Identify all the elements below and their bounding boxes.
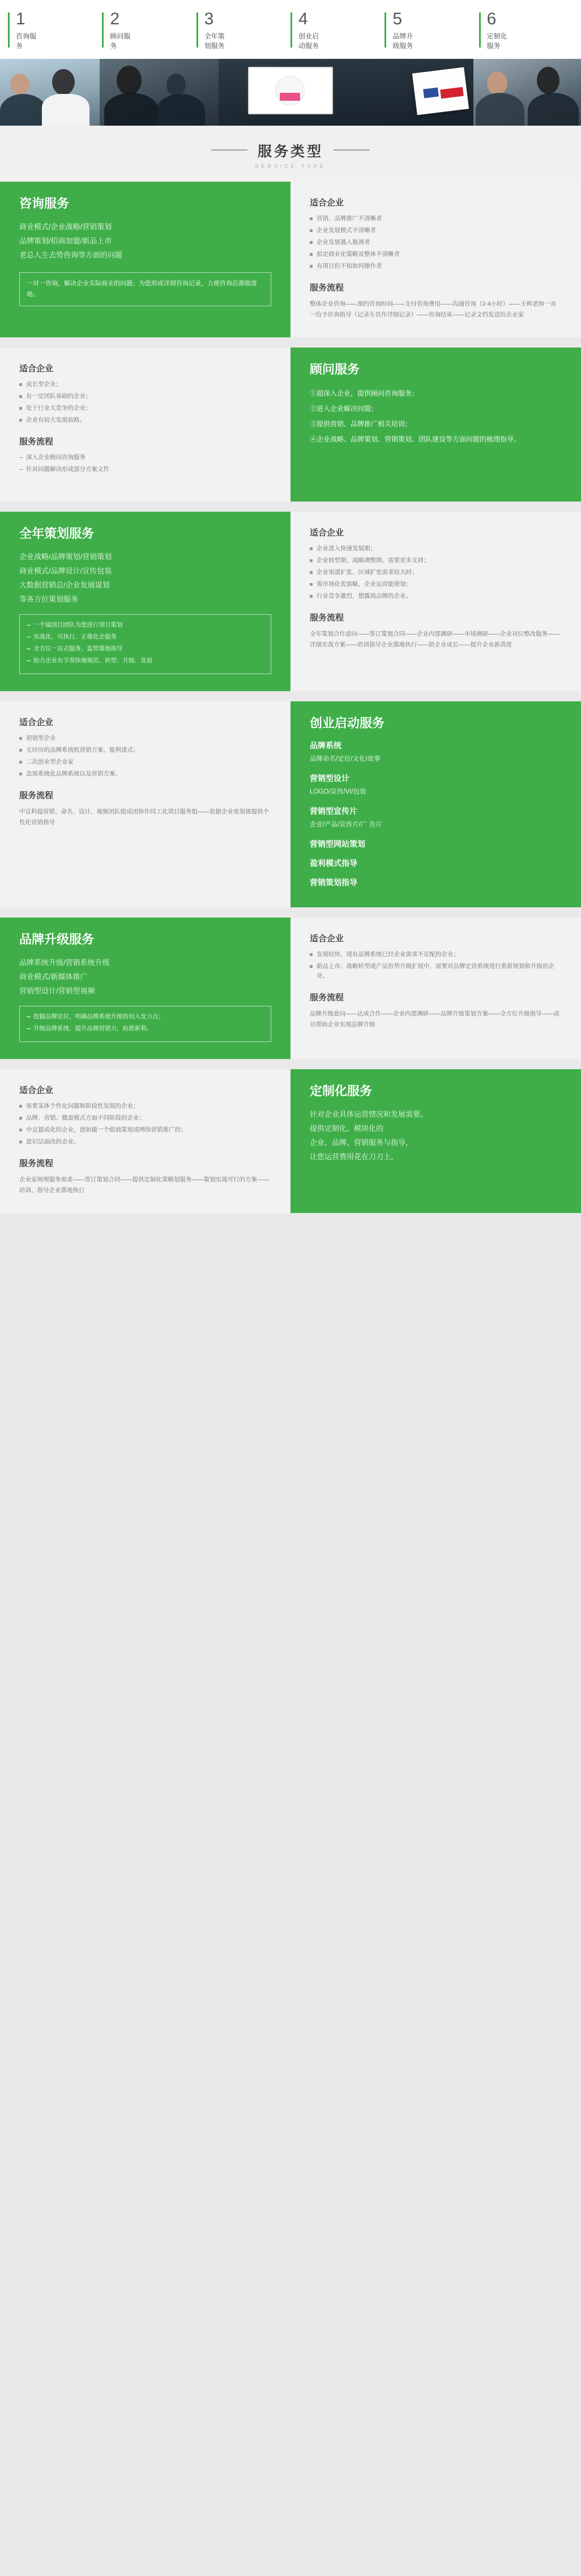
highlight-list bbox=[27, 1012, 264, 1034]
screen-accent-bar bbox=[280, 93, 300, 101]
section-title-band bbox=[0, 126, 581, 182]
list-item: 意识层面改的企业。 bbox=[19, 1137, 271, 1147]
group-heading: 营销型网站策划 bbox=[310, 839, 365, 848]
suitable-list bbox=[19, 1101, 271, 1147]
list-item: 需要某体个性化问题和阶段性发展的企业； bbox=[19, 1101, 271, 1111]
step-number: 1 bbox=[16, 10, 25, 28]
list-item: 企业转型期、战略调整期、需要更多支持； bbox=[310, 556, 562, 565]
list-item: 有项目但不知如何操作者 bbox=[310, 262, 562, 271]
block-divider bbox=[0, 1059, 581, 1069]
suitable-heading: 适合企业 bbox=[310, 528, 344, 538]
flow-heading: 服务流程 bbox=[310, 613, 344, 623]
list-item: 企业渠道扩张、区域扩张需求较大时； bbox=[310, 568, 562, 577]
list-item: 一个属国目团队为您进行项目策划 bbox=[27, 620, 264, 630]
group-line: 企业/产品/宣传片/广 告片 bbox=[310, 821, 382, 828]
hero-photo-midleft bbox=[100, 59, 219, 126]
block-divider bbox=[0, 691, 581, 701]
service-bullets bbox=[310, 386, 562, 447]
suitable-list bbox=[310, 214, 562, 271]
list-item: 需市场化优需略，企业运营能规划； bbox=[310, 580, 562, 589]
page-title: 服务类型 bbox=[258, 140, 323, 161]
suitable-list bbox=[310, 544, 562, 601]
service-detail-panel bbox=[0, 1069, 290, 1213]
list-item: 助力企业有节奏快地规范、转型、升级、发展 bbox=[27, 656, 264, 666]
service-lead: 商业模式/企业战略/营销策划 品牌策划/招商加盟/新品上市 老总人生去势咨询等方面的问题 bbox=[19, 222, 123, 259]
list-item: 有一定团队基础的企业； bbox=[19, 392, 271, 401]
group-line: 品牌命名/定位/文化/故事 bbox=[310, 756, 381, 762]
block-divider bbox=[0, 502, 581, 512]
group-heading: 盈利模式指导 bbox=[310, 859, 357, 868]
step-label: 咨询服务 bbox=[16, 32, 37, 50]
step-item-5[interactable] bbox=[385, 10, 479, 51]
list-item: 二次创业型企业家 bbox=[19, 757, 271, 767]
suitable-heading: 适合企业 bbox=[310, 934, 344, 944]
flow-heading: 服务流程 bbox=[19, 437, 54, 447]
suitable-list bbox=[19, 380, 271, 425]
service-lead: 品牌系统升级/营销系统升级 商业模式/新媒体推广 营销型设计/营销型视频 bbox=[19, 958, 110, 995]
list-item: 深入企业顾问咨询服务 bbox=[19, 453, 271, 462]
group-heading: 营销型宣传片 bbox=[310, 807, 357, 816]
service-block-advisory bbox=[0, 348, 581, 502]
step-number: 3 bbox=[204, 10, 214, 28]
hero-photo-left bbox=[0, 59, 100, 126]
list-item: 企业发展模式不清晰者 bbox=[310, 226, 562, 235]
service-block-consulting bbox=[0, 182, 581, 337]
list-item: 行业竞争激烈，想露商品牌的企业。 bbox=[310, 592, 562, 601]
service-highlight-box bbox=[19, 614, 271, 674]
list-item: 无经历的品牌系统机营销方案、能利建式； bbox=[19, 745, 271, 755]
group-heading: 营销型设计 bbox=[310, 774, 349, 783]
group-heading: 品牌系统 bbox=[310, 741, 341, 750]
service-type-poster bbox=[0, 0, 581, 1213]
flow-heading: 服务流程 bbox=[19, 791, 54, 800]
flow-list bbox=[19, 453, 271, 474]
service-quote: 一对一咨询，解决企业实际商业的问题；为您形成详细咨询记录，力使咨询后渐做落地。 bbox=[19, 272, 271, 306]
step-item-6[interactable] bbox=[479, 10, 573, 51]
step-item-2[interactable] bbox=[102, 10, 196, 51]
list-item: 初创型企业 bbox=[19, 734, 271, 743]
suitable-heading: 适合企业 bbox=[19, 1086, 54, 1095]
block-divider bbox=[0, 907, 581, 918]
service-title: 品牌升级服务 bbox=[19, 932, 95, 946]
service-block-custom bbox=[0, 1069, 581, 1213]
suitable-list bbox=[310, 950, 562, 981]
highlight-list bbox=[27, 620, 264, 666]
list-item: ④企业战略、品牌策划、营销策划、团队建设等方面问题的梳理指导。 bbox=[310, 435, 521, 443]
list-item: 新品上市、战略转型或产品形势升级扩展中，需要对品牌定营系统进行重新规划和升级的企业。 bbox=[310, 962, 562, 981]
step-item-3[interactable] bbox=[196, 10, 290, 51]
hero-photo-right bbox=[473, 59, 581, 126]
service-primary-panel bbox=[0, 918, 290, 1059]
hero-photo-strip bbox=[0, 59, 581, 126]
block-divider bbox=[0, 337, 581, 348]
service-title: 定制化服务 bbox=[310, 1084, 373, 1098]
service-lead: 企业战略/品牌策划/营销策划 商业模式/品牌设计/宣传包装 大数据营销总/企业发展谋划 等各方位策划服务 bbox=[19, 552, 112, 603]
service-title: 全年策划服务 bbox=[19, 526, 95, 541]
step-label: 品牌升级服务 bbox=[392, 32, 413, 50]
list-item: ①超深入企业，提供顾问咨询服务； bbox=[310, 389, 419, 397]
service-detail-panel bbox=[0, 701, 290, 907]
list-item: 拟定商业化策略及整体不清晰者 bbox=[310, 250, 562, 259]
service-primary-panel bbox=[290, 1069, 581, 1213]
step-number: 2 bbox=[110, 10, 120, 28]
service-title: 顾问服务 bbox=[310, 362, 360, 376]
service-highlight-box bbox=[19, 1006, 271, 1042]
list-item: 处于行业大竞争的企业； bbox=[19, 404, 271, 413]
flow-text: 整体企业咨询——预约咨询时间——支付咨询费用——沟通咨询（2-4小时）——王辉老师一对一给予咨询指导（记录专员作详细记录）——咨询结束——记录文档发送给企业家 bbox=[310, 301, 557, 318]
list-item: 企业有较大发展前路。 bbox=[19, 415, 271, 425]
service-block-startup bbox=[0, 701, 581, 907]
step-item-1[interactable] bbox=[8, 10, 102, 51]
service-primary-panel bbox=[290, 701, 581, 907]
service-block-brand-upgrade bbox=[0, 918, 581, 1059]
step-number: 6 bbox=[486, 10, 497, 28]
flow-heading: 服务流程 bbox=[310, 993, 344, 1002]
service-detail-panel bbox=[290, 182, 581, 337]
step-item-4[interactable] bbox=[290, 10, 385, 51]
flow-text: 品牌升级意向——达成合作——企业内部调研——品牌升级策划方案——全方位升级指导——成功帮助企业实现品牌升级 bbox=[310, 1010, 559, 1028]
service-primary-panel bbox=[0, 182, 290, 337]
list-item: 全方位一站式服务，监管落地指导 bbox=[27, 644, 264, 654]
screen-logo-badge bbox=[275, 76, 305, 105]
flow-heading: 服务流程 bbox=[310, 283, 344, 293]
flow-text: 企业家规理服务需求——签订策划合同——提供定制化策略划服务——策划实战可行的方案——培训、指导企业落地执行 bbox=[19, 1176, 269, 1194]
list-item: 急需系统化品牌系统以及营销方案。 bbox=[19, 769, 271, 779]
list-item: ③提供营销、品牌推广相关培训； bbox=[310, 420, 412, 428]
service-detail-panel bbox=[0, 348, 290, 502]
list-item: 营销、品牌推广不清晰者 bbox=[310, 214, 562, 224]
hero-photo-center bbox=[219, 59, 473, 126]
flow-text: 全年策划合作意向——签订策划合同——企业内部调研——市场调研——企业对位整改服务——详细实战方案——培训指导企业落地执行——陪企业成长——提升企业新高度 bbox=[310, 631, 559, 648]
list-item: 挖掘品牌定位，明确品牌系统升级的切入发力点； bbox=[27, 1012, 264, 1022]
presentation-card-blue bbox=[423, 87, 439, 98]
flow-heading: 服务流程 bbox=[19, 1159, 54, 1168]
list-item: 针对问题解决形成部分方案文件 bbox=[19, 465, 271, 474]
service-title: 创业启动服务 bbox=[310, 716, 385, 730]
list-item: 发展较快、现有品牌系统已经企业需求不足配的企业； bbox=[310, 950, 562, 959]
step-label: 顾问服务 bbox=[110, 32, 131, 50]
service-block-annual-planning bbox=[0, 512, 581, 691]
page-subtitle: SERVICE TYPE bbox=[255, 164, 326, 169]
suitable-heading: 适合企业 bbox=[310, 198, 344, 208]
group-heading: 营销策划指导 bbox=[310, 878, 357, 887]
step-number: 5 bbox=[392, 10, 402, 28]
presentation-screen bbox=[248, 67, 333, 114]
suitable-list bbox=[19, 734, 271, 779]
service-primary-panel bbox=[290, 348, 581, 502]
step-number: 4 bbox=[298, 10, 308, 28]
service-primary-panel bbox=[0, 512, 290, 691]
step-label: 定制化服务 bbox=[486, 32, 507, 50]
suitable-heading: 适合企业 bbox=[19, 718, 54, 727]
service-lead: 针对企业具体运营情况和发展需要。 提供定制化、模块化的 企业、品牌、营销服务与指导， 让您运营费用花在刀刃上。 bbox=[310, 1110, 428, 1161]
list-item: ②进入企业解决问题； bbox=[310, 405, 378, 413]
step-label: 创业启动服务 bbox=[298, 32, 319, 50]
list-item: 品牌、营销、微盘模式方面不同阶段的企业； bbox=[19, 1113, 271, 1123]
suitable-heading: 适合企业 bbox=[19, 364, 54, 374]
list-item: 企业进入快速发展期； bbox=[310, 544, 562, 554]
list-item: 实战化、可执行、正像化企服务 bbox=[27, 632, 264, 642]
list-item: 企业发展遇入瓶颈者 bbox=[310, 238, 562, 247]
list-item: 升级品牌系统，提升品牌营销力，助推新利。 bbox=[27, 1024, 264, 1034]
flow-text: 中宣科提营销、命名、设计、视频团队组成团协作同工化项目服务组——依据企业需划规提供个性化营销指导 bbox=[19, 808, 269, 826]
list-item: 中宣提成化的企业，创如做一个组商策划或网络营销推广的； bbox=[19, 1125, 271, 1135]
group-line: LOGO/宣传/VI/包装 bbox=[310, 788, 366, 795]
service-detail-panel bbox=[290, 512, 581, 691]
step-label: 全年策划服务 bbox=[204, 32, 225, 50]
list-item: 成长型企业； bbox=[19, 380, 271, 389]
service-detail-panel bbox=[290, 918, 581, 1059]
service-title: 咨询服务 bbox=[19, 196, 70, 211]
steps-header bbox=[0, 0, 581, 59]
